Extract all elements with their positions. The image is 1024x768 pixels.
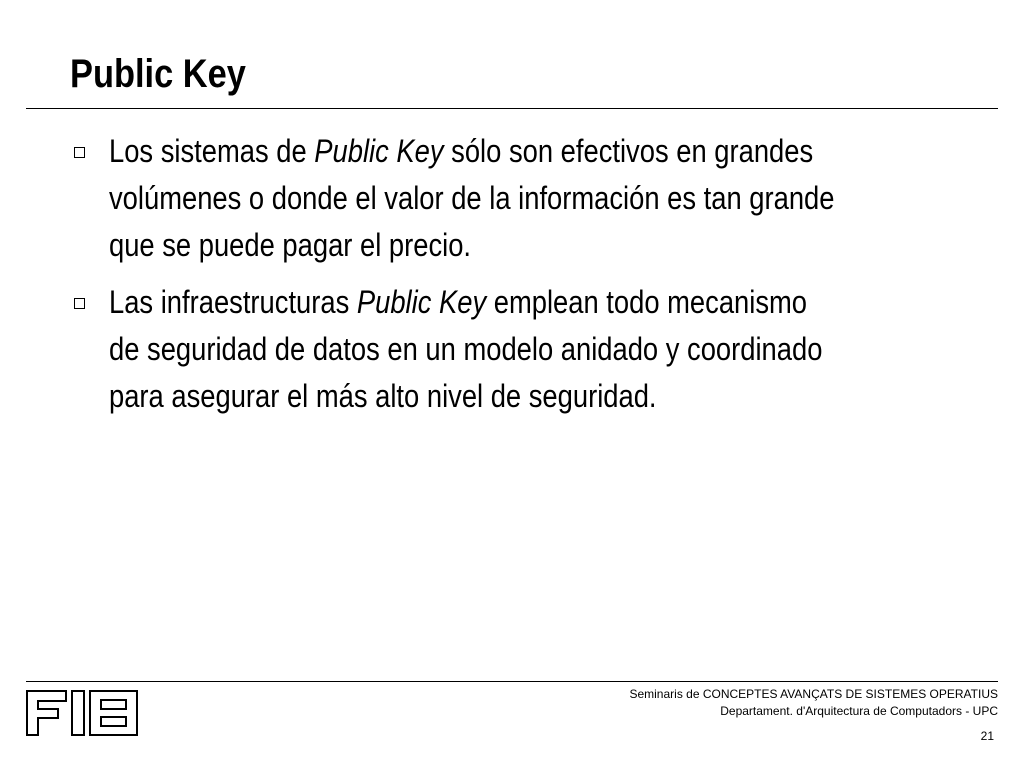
fib-logo	[26, 690, 138, 736]
footer-course-name: Seminaris de CONCEPTES AVANÇATS DE SISTEMES OPERATIUS	[629, 687, 998, 701]
bullet-item	[70, 279, 1024, 420]
text-segment: que se puede pagar el precio.	[109, 227, 472, 263]
bullet-text	[109, 128, 981, 269]
text-segment: volúmenes o donde el valor de la información es tan grande	[109, 180, 835, 216]
emphasized-term: Public Key	[314, 133, 444, 169]
text-segment: emplean todo mecanismo	[486, 284, 808, 320]
footer-credits	[629, 686, 998, 720]
text-segment: para asegurar el más alto nivel de seguridad.	[109, 378, 657, 414]
bullet-list	[70, 128, 1024, 430]
bullet-line	[109, 222, 981, 269]
bullet-item	[70, 128, 1024, 269]
text-segment: Las infraestructuras	[109, 284, 357, 320]
text-segment: sólo son efectivos en grandes	[443, 133, 814, 169]
text-segment: Los sistemas de	[109, 133, 315, 169]
bullet-line	[109, 128, 981, 175]
page-number: 21	[980, 729, 994, 743]
text-segment: de seguridad de datos en un modelo anidado y coordinado	[109, 331, 823, 367]
bullet-line	[109, 279, 981, 326]
bullet-line	[109, 175, 981, 222]
footer-department: Departament. d'Arquitectura de Computadors - UPC	[720, 704, 998, 718]
footer-divider	[26, 681, 998, 682]
title-divider	[26, 108, 998, 109]
square-bullet-icon	[74, 298, 85, 309]
slide-title: Public Key	[70, 52, 246, 96]
bullet-line	[109, 373, 981, 420]
emphasized-term: Public Key	[356, 284, 487, 320]
bullet-line	[109, 326, 981, 373]
bullet-text	[109, 279, 981, 420]
square-bullet-icon	[74, 147, 85, 158]
